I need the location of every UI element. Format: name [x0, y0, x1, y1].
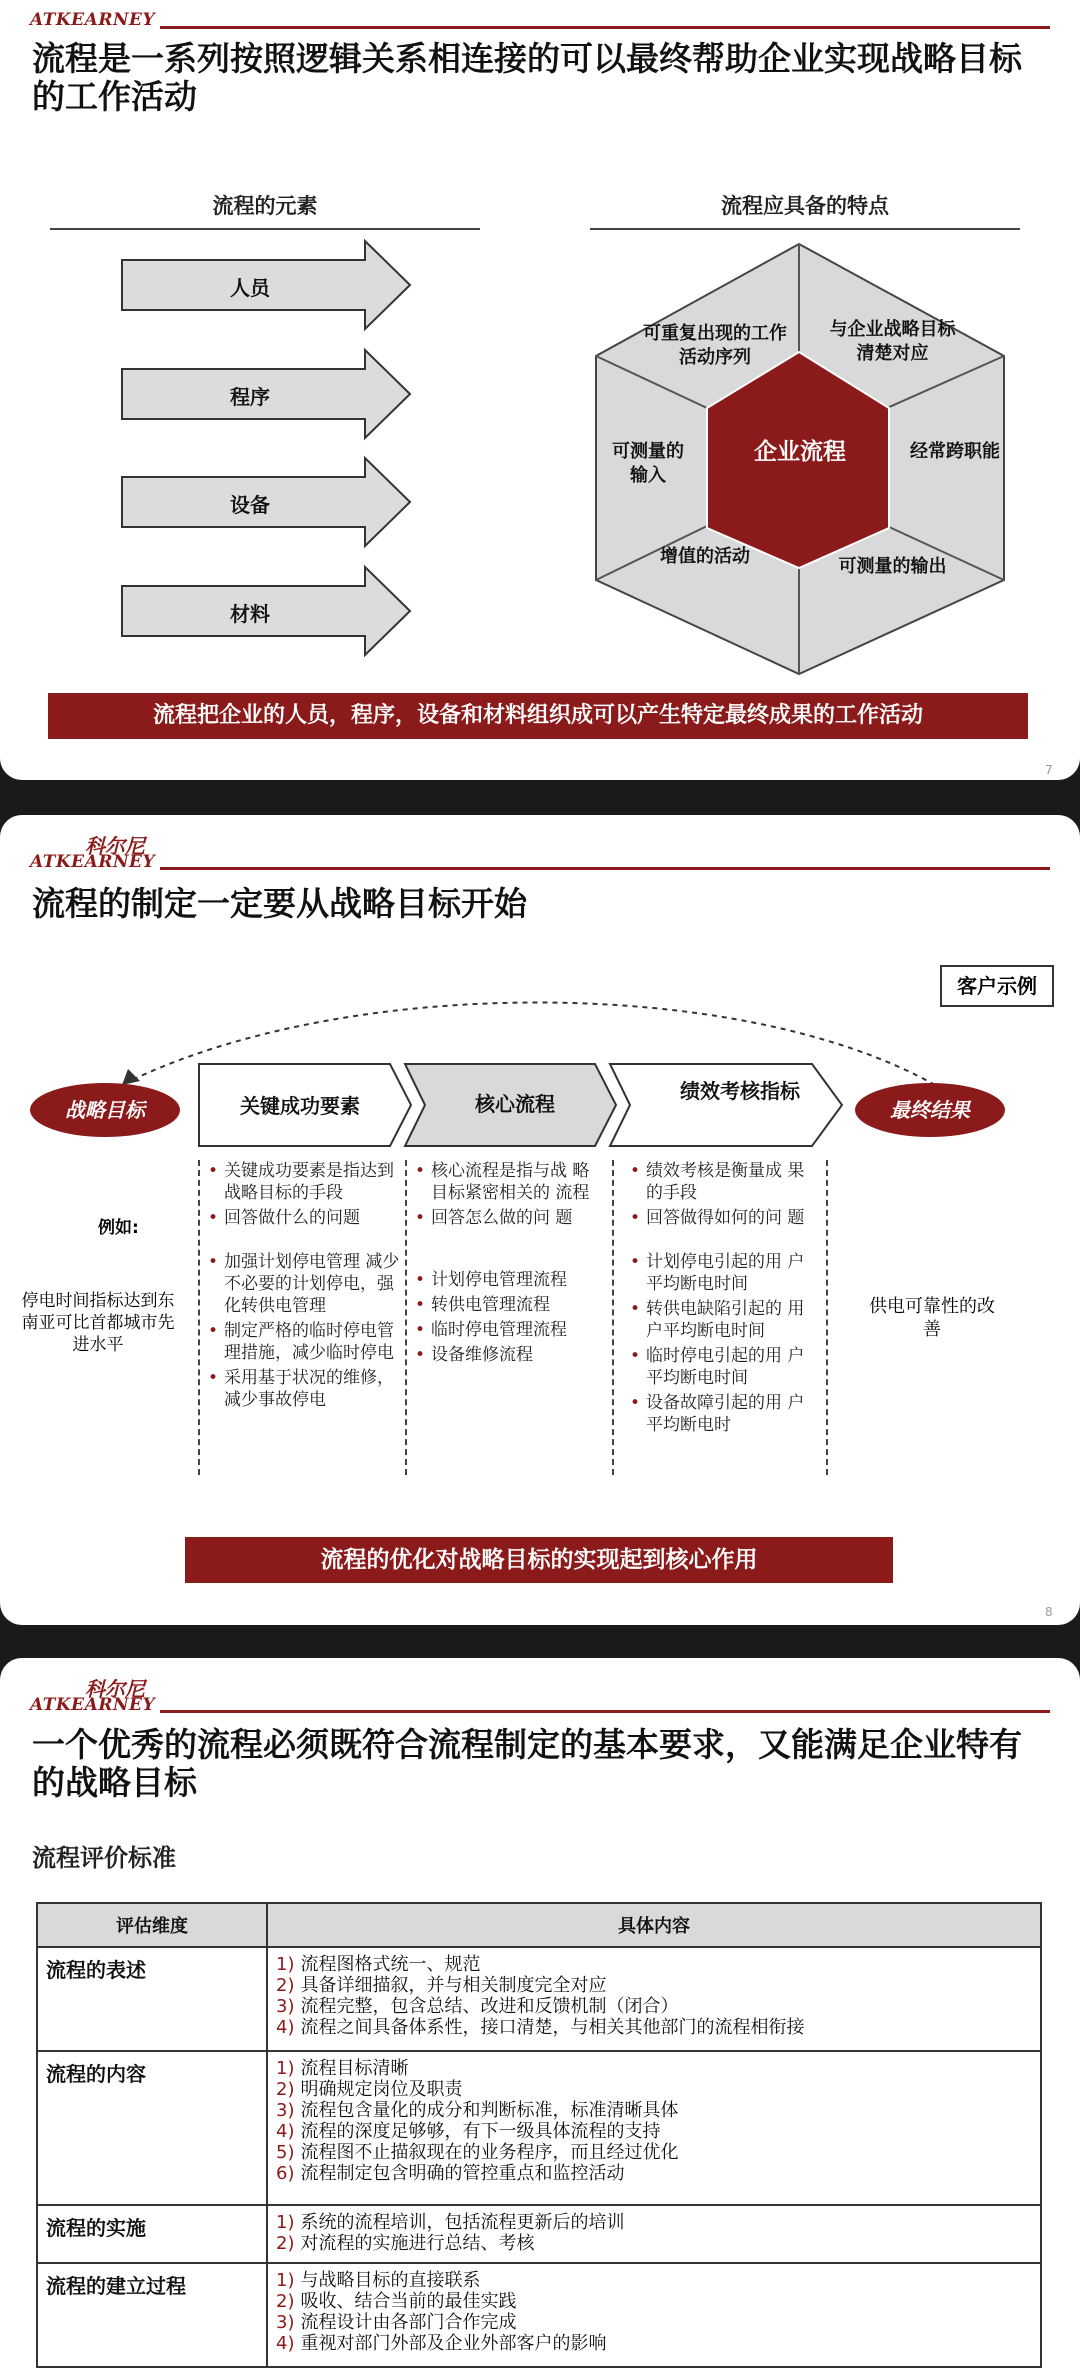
feature-value-added: 增值的活动 — [660, 546, 750, 567]
result-text: 供电可靠性的改善 — [869, 1296, 995, 1340]
content-cell — [267, 2205, 1041, 2263]
brand-logo: ATKEARNEY — [30, 1695, 156, 1715]
page-number: 7 — [1045, 763, 1053, 777]
header-rule — [160, 867, 1050, 870]
kpi-column — [630, 1160, 815, 1490]
list-item: • 设备维修流程 — [415, 1344, 595, 1366]
feature-repeatable: 可重复出现的工作活动序列 — [643, 323, 787, 368]
client-example-tag: 客户示例 — [940, 965, 1054, 1007]
element-procedure: 程序 — [230, 385, 270, 409]
table-header-row — [37, 1903, 1041, 1947]
features-header: 流程应具备的特点 — [721, 194, 889, 218]
element-material: 材料 — [230, 602, 270, 626]
list-item: • 核心流程是指与战 略目标紧密相关的 流程 — [415, 1160, 595, 1204]
column-divider — [612, 1160, 614, 1475]
content-cell — [267, 1947, 1041, 2051]
dimension-cell: 流程的表述 — [37, 1947, 267, 2051]
list-item: 4) 重视对部门外部及企业外部客户的影响 — [276, 2333, 607, 2354]
list-item: 3) 流程包含量化的成分和判断标准，标准清晰具体 — [276, 2100, 679, 2121]
list-item: 2) 明确规定岗位及职责 — [276, 2079, 463, 2100]
core-process-column — [415, 1160, 595, 1369]
list-item: • 回答做什么的问题 — [208, 1207, 408, 1229]
element-equipment: 设备 — [230, 493, 270, 517]
slide-title: 流程的制定一定要从战略目标开始 — [32, 884, 527, 923]
list-item: • 加强计划停电管理 减少不必要的计划停电，强化转供电管理 — [208, 1251, 408, 1317]
list-item: 1) 系统的流程培训，包括流程更新后的培训 — [276, 2212, 625, 2233]
elements-header: 流程的元素 — [212, 194, 318, 218]
list-item: 5) 流程图不止描叙现在的业务程序，而且经过优化 — [276, 2142, 679, 2163]
slide2-banner: 流程的优化对战略目标的实现起到核心作用 — [185, 1537, 893, 1583]
feature-strategic-alignment: 与企业战略目标清楚对应 — [829, 319, 956, 364]
feature-measurable-input: 可测量的输入 — [612, 441, 684, 486]
chevron-performance-kpi: 绩效考核指标 — [680, 1079, 800, 1103]
content-cell — [267, 2051, 1041, 2205]
hexagon-center-label: 企业流程 — [754, 439, 846, 465]
list-item: 4) 流程之间具备体系性，接口清楚，与相关其他部门的流程相衔接 — [276, 2017, 805, 2038]
brand-logo-cn: 科尔尼 — [85, 834, 145, 858]
list-item: • 采用基于状况的维修，减少事故停电 — [208, 1367, 408, 1411]
evaluation-subtitle: 流程评价标准 — [32, 1844, 176, 1872]
slide-3 — [0, 1658, 1080, 2373]
feature-measurable-output: 可测量的输出 — [838, 556, 947, 577]
example-goal-text: 停电时间指标达到东南亚可比首都城市先进水平 — [21, 1291, 175, 1355]
table-row — [37, 2263, 1041, 2367]
slide-title: 流程是一系列按照逻辑关系相连接的可以最终帮助企业实现战略目标的工作活动 — [32, 39, 1022, 116]
list-item: 2) 对流程的实施进行总结、考核 — [276, 2233, 535, 2254]
list-item: 3) 流程完整，包含总结、改进和反馈机制（闭合） — [276, 1996, 679, 2017]
list-item: 3) 流程设计由各部门合作完成 — [276, 2312, 517, 2333]
header-rule — [160, 26, 1050, 29]
list-item: • 临时停电引起的用 户平均断电时间 — [630, 1345, 815, 1389]
list-item: 2) 吸收、结合当前的最佳实践 — [276, 2291, 517, 2312]
brand-logo: ATKEARNEY — [30, 852, 156, 872]
dimension-cell: 流程的建立过程 — [37, 2263, 267, 2367]
list-item: • 设备故障引起的用 户平均断电时 — [630, 1392, 815, 1436]
list-item: • 制定严格的临时停电管理措施，减少临时停电 — [208, 1320, 408, 1364]
ksf-column — [208, 1160, 408, 1414]
slide1-banner: 流程把企业的人员，程序，设备和材料组织成可以产生特定最终成果的工作活动 — [48, 693, 1028, 739]
table-header-dimension: 评估维度 — [37, 1903, 267, 1947]
page-number: 8 — [1045, 1605, 1053, 1619]
table-header-content: 具体内容 — [267, 1903, 1041, 1947]
slide-2 — [0, 815, 1080, 1625]
example-label: 例如: — [98, 1218, 139, 1238]
header-rule — [160, 1710, 1050, 1713]
evaluation-table — [36, 1902, 1042, 2368]
table-row — [37, 1947, 1041, 2051]
final-result-oval: 最终结果 — [855, 1083, 1005, 1137]
list-item: 2) 具备详细描叙，并与相关制度完全对应 — [276, 1975, 607, 1996]
list-item: 1) 流程图格式统一、规范 — [276, 1954, 481, 1975]
list-item: 6) 流程制定包含明确的管控重点和监控活动 — [276, 2163, 625, 2184]
elements-header-rule — [50, 228, 480, 230]
list-item: • 回答怎么做的问 题 — [415, 1207, 595, 1229]
column-divider — [198, 1160, 200, 1475]
list-item: • 转供电管理流程 — [415, 1294, 595, 1316]
list-item: • 绩效考核是衡量成 果的手段 — [630, 1160, 815, 1204]
dimension-cell: 流程的内容 — [37, 2051, 267, 2205]
list-item: • 临时停电管理流程 — [415, 1319, 595, 1341]
list-item: • 计划停电管理流程 — [415, 1269, 595, 1291]
chevron-core-process: 核心流程 — [475, 1092, 555, 1116]
content-cell — [267, 2263, 1041, 2367]
list-item: • 回答做得如何的问 题 — [630, 1207, 815, 1229]
list-item: 1) 流程目标清晰 — [276, 2058, 409, 2079]
dimension-cell: 流程的实施 — [37, 2205, 267, 2263]
list-item: • 转供电缺陷引起的 用户平均断电时间 — [630, 1298, 815, 1342]
slide-title: 一个优秀的流程必须既符合流程制定的基本要求，又能满足企业特有的战略目标 — [32, 1725, 1022, 1802]
table-row — [37, 2205, 1041, 2263]
slide-1 — [0, 0, 1080, 780]
list-item: • 计划停电引起的用 户平均断电时间 — [630, 1251, 815, 1295]
features-header-rule — [590, 228, 1020, 230]
list-item: • 关键成功要素是指达到战略目标的手段 — [208, 1160, 408, 1204]
feature-cross-functional: 经常跨职能 — [910, 441, 1000, 462]
table-row — [37, 2051, 1041, 2205]
list-item: 1) 与战略目标的直接联系 — [276, 2270, 481, 2291]
column-divider — [826, 1160, 828, 1475]
brand-logo-cn: 科尔尼 — [85, 1677, 145, 1701]
element-people: 人员 — [230, 276, 270, 300]
list-item: 4) 流程的深度足够够，有下一级具体流程的支持 — [276, 2121, 661, 2142]
chevron-key-success-factors: 关键成功要素 — [240, 1094, 360, 1118]
brand-logo: ATKEARNEY — [30, 10, 156, 30]
strategic-goal-oval: 战略目标 — [30, 1083, 180, 1137]
